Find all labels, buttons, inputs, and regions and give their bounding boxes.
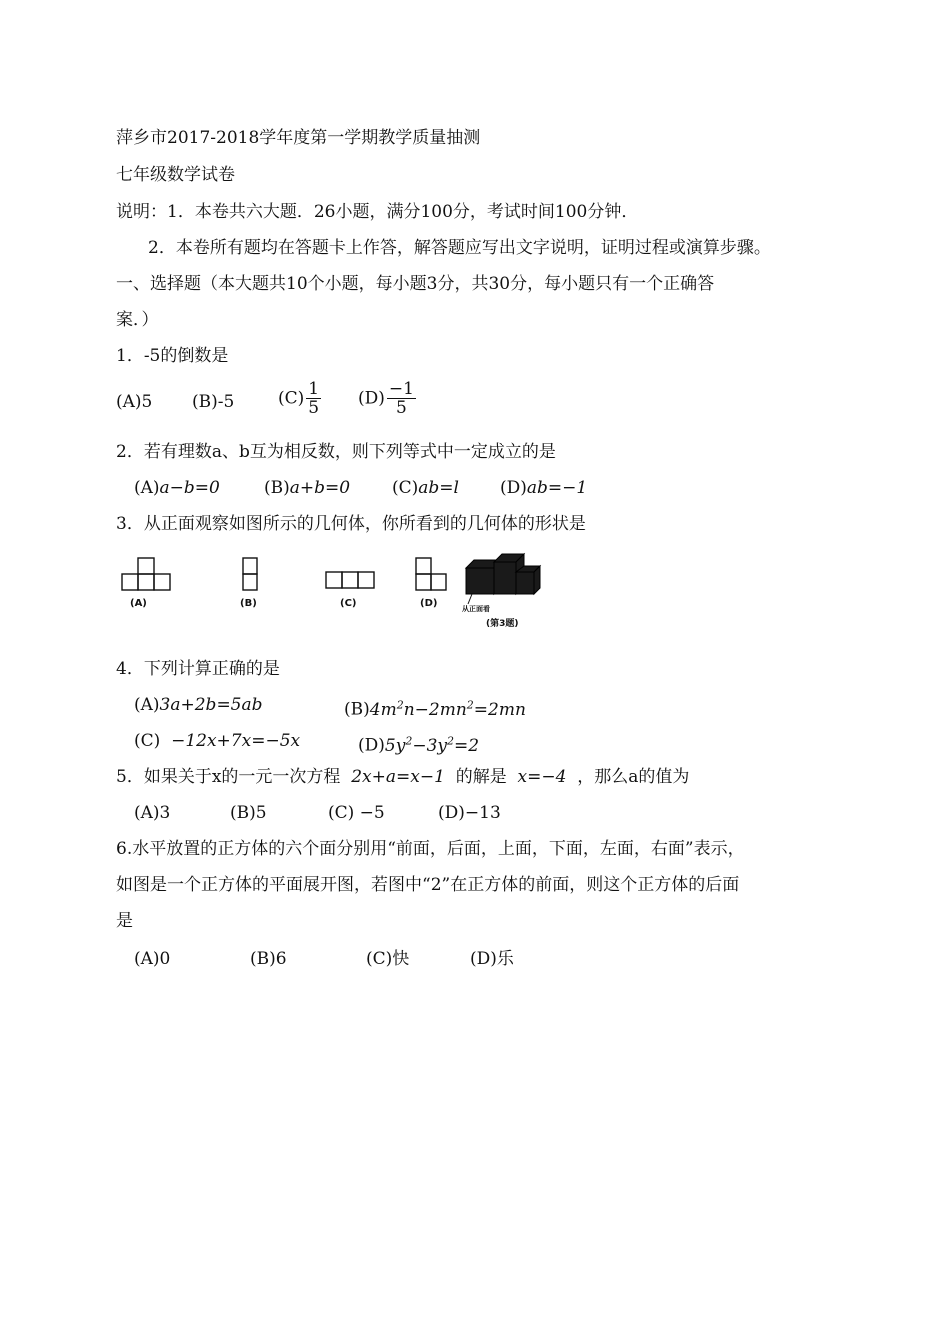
q5-option-a: (A)3 [134, 803, 171, 823]
q5-option-c: (C) −5 [328, 803, 385, 823]
question-2-stem: 2．若有理数a、b互为相反数，则下列等式中一定成立的是 [116, 442, 556, 462]
q5-equation: 2x+a=x−1 [351, 767, 445, 787]
q5-option-b: (B)5 [230, 803, 267, 823]
question-5-stem: 5．如果关于x的一元一次方程 2x+a=x−1 的解是 x=−4 ，那么a的值为 [116, 767, 690, 787]
q1-option-d [358, 380, 416, 417]
q1-option-d-label: (D) [358, 388, 385, 409]
q3-caption-figure: (第3题) [486, 619, 519, 629]
q1-option-c-label: (C) [278, 388, 305, 409]
q5-solution: x=−4 [517, 767, 567, 787]
q6-option-b: (B)6 [250, 949, 287, 969]
q3-caption-c: (C) [340, 598, 357, 609]
q2-option-a: (A)a−b=0 [134, 478, 220, 498]
q3-caption-d: (D) [420, 598, 438, 609]
q2-option-c: (C)ab=l [392, 478, 459, 498]
instructions-line-2: 2．本卷所有题均在答题卡上作答，解答题应写出文字说明，证明过程或演算步骤。 [148, 238, 771, 258]
q3-caption-a: (A) [130, 598, 147, 609]
question-3-stem: 3．从正面观察如图所示的几何体，你所看到的几何体的形状是 [116, 514, 586, 534]
question-6-line-1: 6.水平放置的正方体的六个面分别用“前面，后面，上面，下面，左面，右面”表示， [116, 839, 745, 859]
q3-figures [116, 548, 546, 638]
q6-option-d: (D)乐 [470, 949, 514, 969]
q5-option-d: (D)−13 [438, 803, 501, 823]
section-heading-cont: 案．） [116, 310, 159, 330]
question-1-stem: 1．-5的倒数是 [116, 346, 229, 366]
exam-subtitle: 七年级数学试卷 [116, 165, 235, 185]
question-6-line-3: 是 [116, 911, 133, 931]
q1-option-b: (B)-5 [192, 392, 235, 412]
question-6-line-2: 如图是一个正方体的平面展开图，若图中“2”在正方体的前面，则这个正方体的后面 [116, 875, 740, 895]
q2-option-b: (B)a+b=0 [264, 478, 351, 498]
q4-option-a: (A)3a+2b=5ab [134, 695, 263, 715]
exam-title: 萍乡市2017-2018学年度第一学期教学质量抽测 [116, 128, 481, 148]
instructions-line-1: 说明：1．本卷共六大题．26小题，满分100分，考试时间100分钟． [116, 202, 639, 222]
q3-caption-view: 从正面看 [462, 605, 490, 613]
q3-figures-drawing [116, 548, 546, 638]
q1-option-a: (A)5 [116, 392, 153, 412]
q1-option-c [278, 380, 321, 417]
q1-option-c-fraction: $\frac{1}{5}$ [308, 379, 320, 418]
q1-option-d-fraction: $\frac{-1}{5}$ [388, 379, 414, 418]
q4-option-b: $(B)4m^2n-2mn^2=2mn$ [344, 698, 526, 720]
q4-option-c: (C) −12x+7x=−5x [134, 731, 301, 751]
q2-option-d: (D)ab=−1 [500, 478, 588, 498]
q4-option-d: $(D)5y^2-3y^2=2$ [358, 734, 480, 756]
q6-option-a: (A)0 [134, 949, 171, 969]
question-4-stem: 4．下列计算正确的是 [116, 659, 280, 679]
q3-caption-b: (B) [240, 598, 257, 609]
section-heading: 一、选择题（本大题共10个小题，每小题3分，共30分，每小题只有一个正确答 [116, 274, 715, 294]
q6-option-c: (C)快 [366, 949, 410, 969]
